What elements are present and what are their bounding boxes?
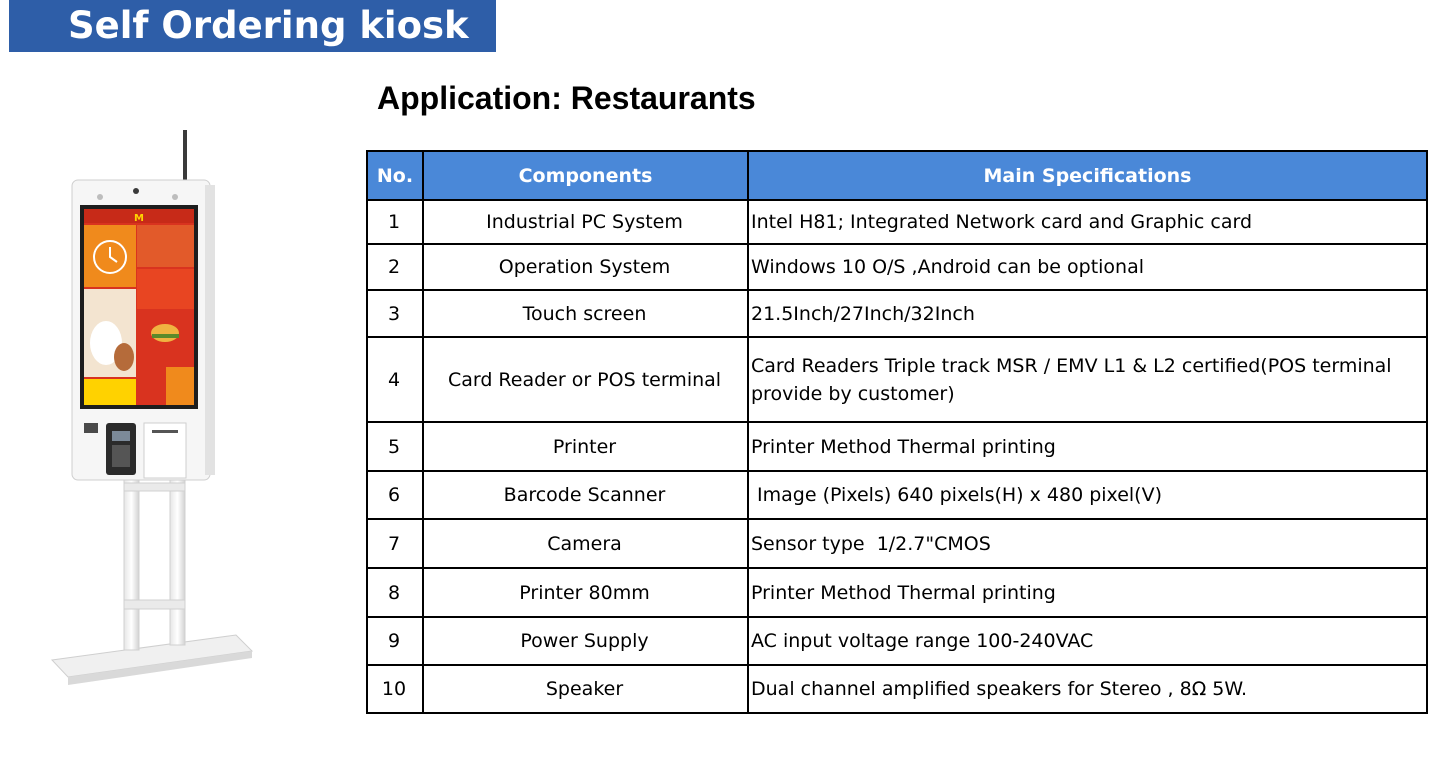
kiosk-base bbox=[52, 635, 252, 685]
table-row bbox=[367, 665, 1427, 713]
row-number: 10 bbox=[367, 665, 423, 713]
specification: Dual channel amplified speakers for Stereo , 8Ω 5W. bbox=[748, 665, 1427, 713]
application-heading: Application: Restaurants bbox=[377, 80, 756, 116]
kiosk-screen bbox=[80, 205, 198, 409]
component-name: Printer bbox=[423, 422, 748, 471]
header-components: Components bbox=[423, 151, 748, 200]
component-name: Touch screen bbox=[423, 290, 748, 337]
row-number: 9 bbox=[367, 617, 423, 665]
table-row bbox=[367, 471, 1427, 519]
header-no: No. bbox=[367, 151, 423, 200]
component-name: Card Reader or POS terminal bbox=[423, 337, 748, 422]
table-row bbox=[367, 422, 1427, 471]
component-name: Printer 80mm bbox=[423, 568, 748, 617]
component-name: Power Supply bbox=[423, 617, 748, 665]
specifications-table bbox=[366, 150, 1428, 714]
specification: Intel H81; Integrated Network card and Graphic card bbox=[748, 200, 1427, 244]
svg-text:M: M bbox=[134, 213, 144, 224]
specification: Windows 10 O/S ,Android can be optional bbox=[748, 244, 1427, 290]
row-number: 2 bbox=[367, 244, 423, 290]
table-row bbox=[367, 200, 1427, 244]
row-number: 7 bbox=[367, 519, 423, 568]
kiosk-stand bbox=[124, 480, 185, 650]
table-row bbox=[367, 337, 1427, 422]
row-number: 8 bbox=[367, 568, 423, 617]
row-number: 1 bbox=[367, 200, 423, 244]
table-row bbox=[367, 617, 1427, 665]
component-name: Barcode Scanner bbox=[423, 471, 748, 519]
component-name: Operation System bbox=[423, 244, 748, 290]
table-row bbox=[367, 244, 1427, 290]
kiosk-product-image bbox=[40, 125, 300, 715]
component-name: Industrial PC System bbox=[423, 200, 748, 244]
specification: Printer Method Thermal printing bbox=[748, 568, 1427, 617]
specification: Sensor type 1/2.7"CMOS bbox=[748, 519, 1427, 568]
component-name: Camera bbox=[423, 519, 748, 568]
specification: Image (Pixels) 640 pixels(H) x 480 pixel(V) bbox=[748, 471, 1427, 519]
component-name: Speaker bbox=[423, 665, 748, 713]
row-number: 6 bbox=[367, 471, 423, 519]
row-number: 5 bbox=[367, 422, 423, 471]
antenna bbox=[183, 130, 187, 182]
row-number: 4 bbox=[367, 337, 423, 422]
specification: 21.5Inch/27Inch/32Inch bbox=[748, 290, 1427, 337]
specification: Card Readers Triple track MSR / EMV L1 & L2 certified(POS terminal provide by customer) bbox=[748, 337, 1427, 422]
row-number: 3 bbox=[367, 290, 423, 337]
table-row bbox=[367, 519, 1427, 568]
table-row bbox=[367, 568, 1427, 617]
page-title: Self Ordering kiosk bbox=[9, 0, 496, 52]
table-header-row bbox=[367, 151, 1427, 200]
specification: AC input voltage range 100-240VAC bbox=[748, 617, 1427, 665]
table-row bbox=[367, 290, 1427, 337]
specification: Printer Method Thermal printing bbox=[748, 422, 1427, 471]
header-main-specifications: Main Specifications bbox=[748, 151, 1427, 200]
